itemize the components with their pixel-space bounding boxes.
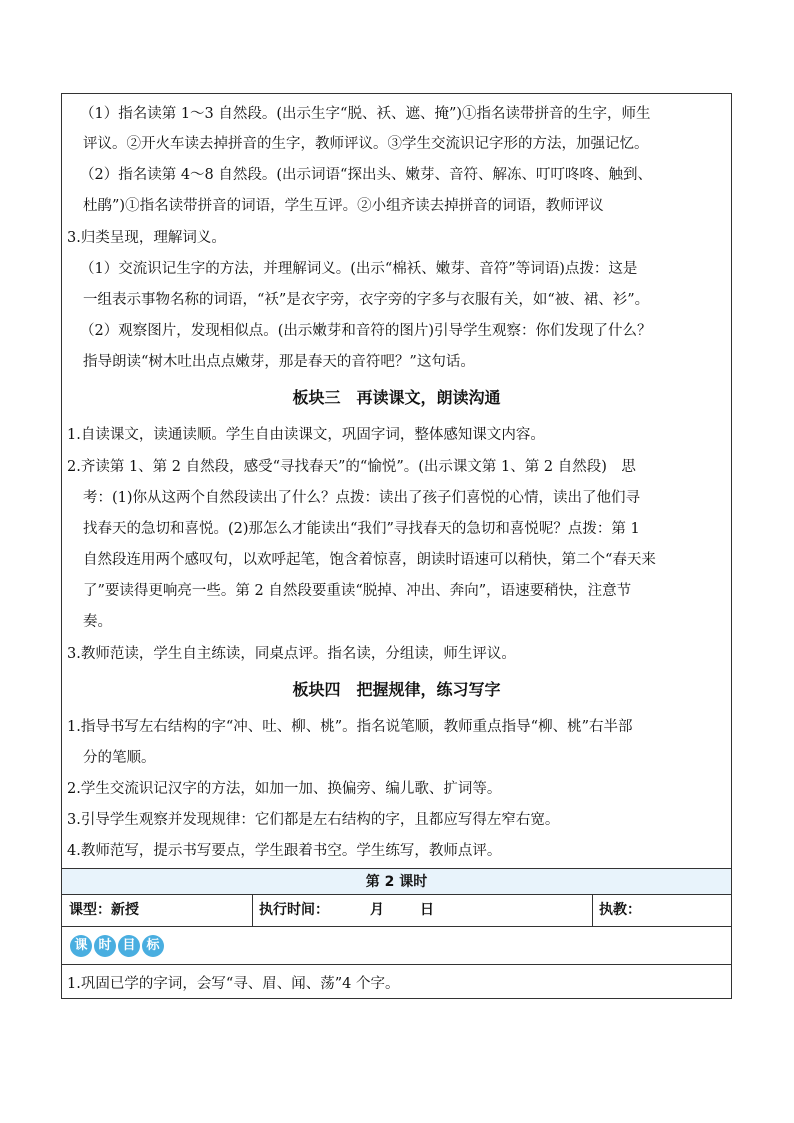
- tag-char: 目: [118, 935, 140, 957]
- section-heading-four: 板块四 把握规律，练习写字: [292, 680, 501, 699]
- text-line: 了”要读得更响亮一些。第 2 自然段要重读“脱掉、冲出、奔向”，语速要稍快，注意节: [83, 583, 632, 599]
- text-line: （2）指名读第 4～8 自然段。(出示词语“探出头、嫩芽、音符、解冻、叮叮咚咚、触到、: [80, 167, 652, 183]
- execution-time-label: 执行时间：: [259, 902, 329, 918]
- section-heading-three: 板块三 再读课文，朗读沟通: [292, 388, 501, 407]
- text-line: 2.学生交流识记汉字的方法，如加一加、换偏旁、编儿歌、扩词等。: [67, 781, 502, 797]
- text-line: （1）指名读第 1～3 自然段。(出示生字“脱、袄、遮、掩”)①指名读带拼音的生字，师生: [80, 106, 651, 122]
- text-line: 杜鹃”)①指名读带拼音的词语，学生互评。②小组齐读去掉拼音的词语，教师评议: [83, 198, 604, 214]
- text-line: 指导朗读“树木吐出点点嫩芽，那是春天的音符吧？”这句话。: [83, 354, 475, 370]
- lesson-info-row: [62, 895, 731, 927]
- month-label: 月: [370, 902, 384, 918]
- divider: [61, 964, 732, 965]
- tag-char: 课: [70, 935, 92, 957]
- text-line: （2）观察图片，发现相似点。(出示嫩芽和音符的图片)引导学生观察：你们发现了什么？: [80, 323, 652, 339]
- text-line: 3.归类呈现，理解词义。: [67, 230, 226, 246]
- text-line: 2.齐读第 1、第 2 自然段，感受“寻找春天”的“愉悦”。(出示课文第 1、第 2 自然段) 思: [67, 459, 636, 475]
- lesson-title-bar: 第 2 课时: [62, 868, 731, 895]
- text-line: 自然段连用两个感叹句，以欢呼起笔，饱含着惊喜，朗读时语速可以稍快，第二个“春天来: [83, 552, 656, 568]
- text-line: 1.自读课文，读通读顺。学生自由读课文，巩固字词，整体感知课文内容。: [67, 427, 545, 443]
- lesson-type: 课型：新授: [69, 902, 139, 918]
- text-line: 3.教师范读，学生自主练读，同桌点评。指名读，分组读，师生评议。: [67, 646, 516, 662]
- day-label: 日: [420, 902, 434, 918]
- text-line: 奏。: [83, 614, 112, 630]
- text-line: （1）交流识记生字的方法，并理解词义。(出示“棉袄、嫩芽、音符”等词语)点拨：这是: [80, 261, 638, 277]
- goal-line: 1.巩固已学的字词，会写“寻、眉、闻、荡”4 个字。: [67, 976, 400, 992]
- text-line: 找春天的急切和喜悦。(2)那怎么才能读出“我们”寻找春天的急切和喜悦呢？点拨：第 1: [83, 521, 640, 537]
- lesson-goal-tag: [70, 935, 164, 957]
- text-line: 分的笔顺。: [83, 750, 156, 766]
- text-line: 1.指导书写左右结构的字“冲、吐、柳、桃”。指名说笔顺，教师重点指导“柳、桃”右半部: [67, 719, 633, 735]
- teacher-label: 执教：: [599, 902, 641, 918]
- text-line: 一组表示事物名称的词语，“袄”是衣字旁，衣字旁的字多与衣服有关，如“被、裙、衫”。: [83, 292, 650, 308]
- tag-char: 时: [94, 935, 116, 957]
- text-line: 4.教师范写，提示书写要点，学生跟着书空。学生练写，教师点评。: [67, 843, 502, 859]
- text-line: 考：(1)你从这两个自然段读出了什么？点拨：读出了孩子们喜悦的心情，读出了他们寻: [83, 490, 641, 506]
- cell-divider: [592, 895, 593, 926]
- text-line: 评议。②开火车读去掉拼音的生字，教师评议。③学生交流识记字形的方法，加强记忆。: [83, 136, 649, 152]
- text-line: 3.引导学生观察并发现规律：它们都是左右结构的字，且都应写得左窄右宽。: [67, 812, 560, 828]
- cell-divider: [252, 895, 253, 926]
- tag-char: 标: [142, 935, 164, 957]
